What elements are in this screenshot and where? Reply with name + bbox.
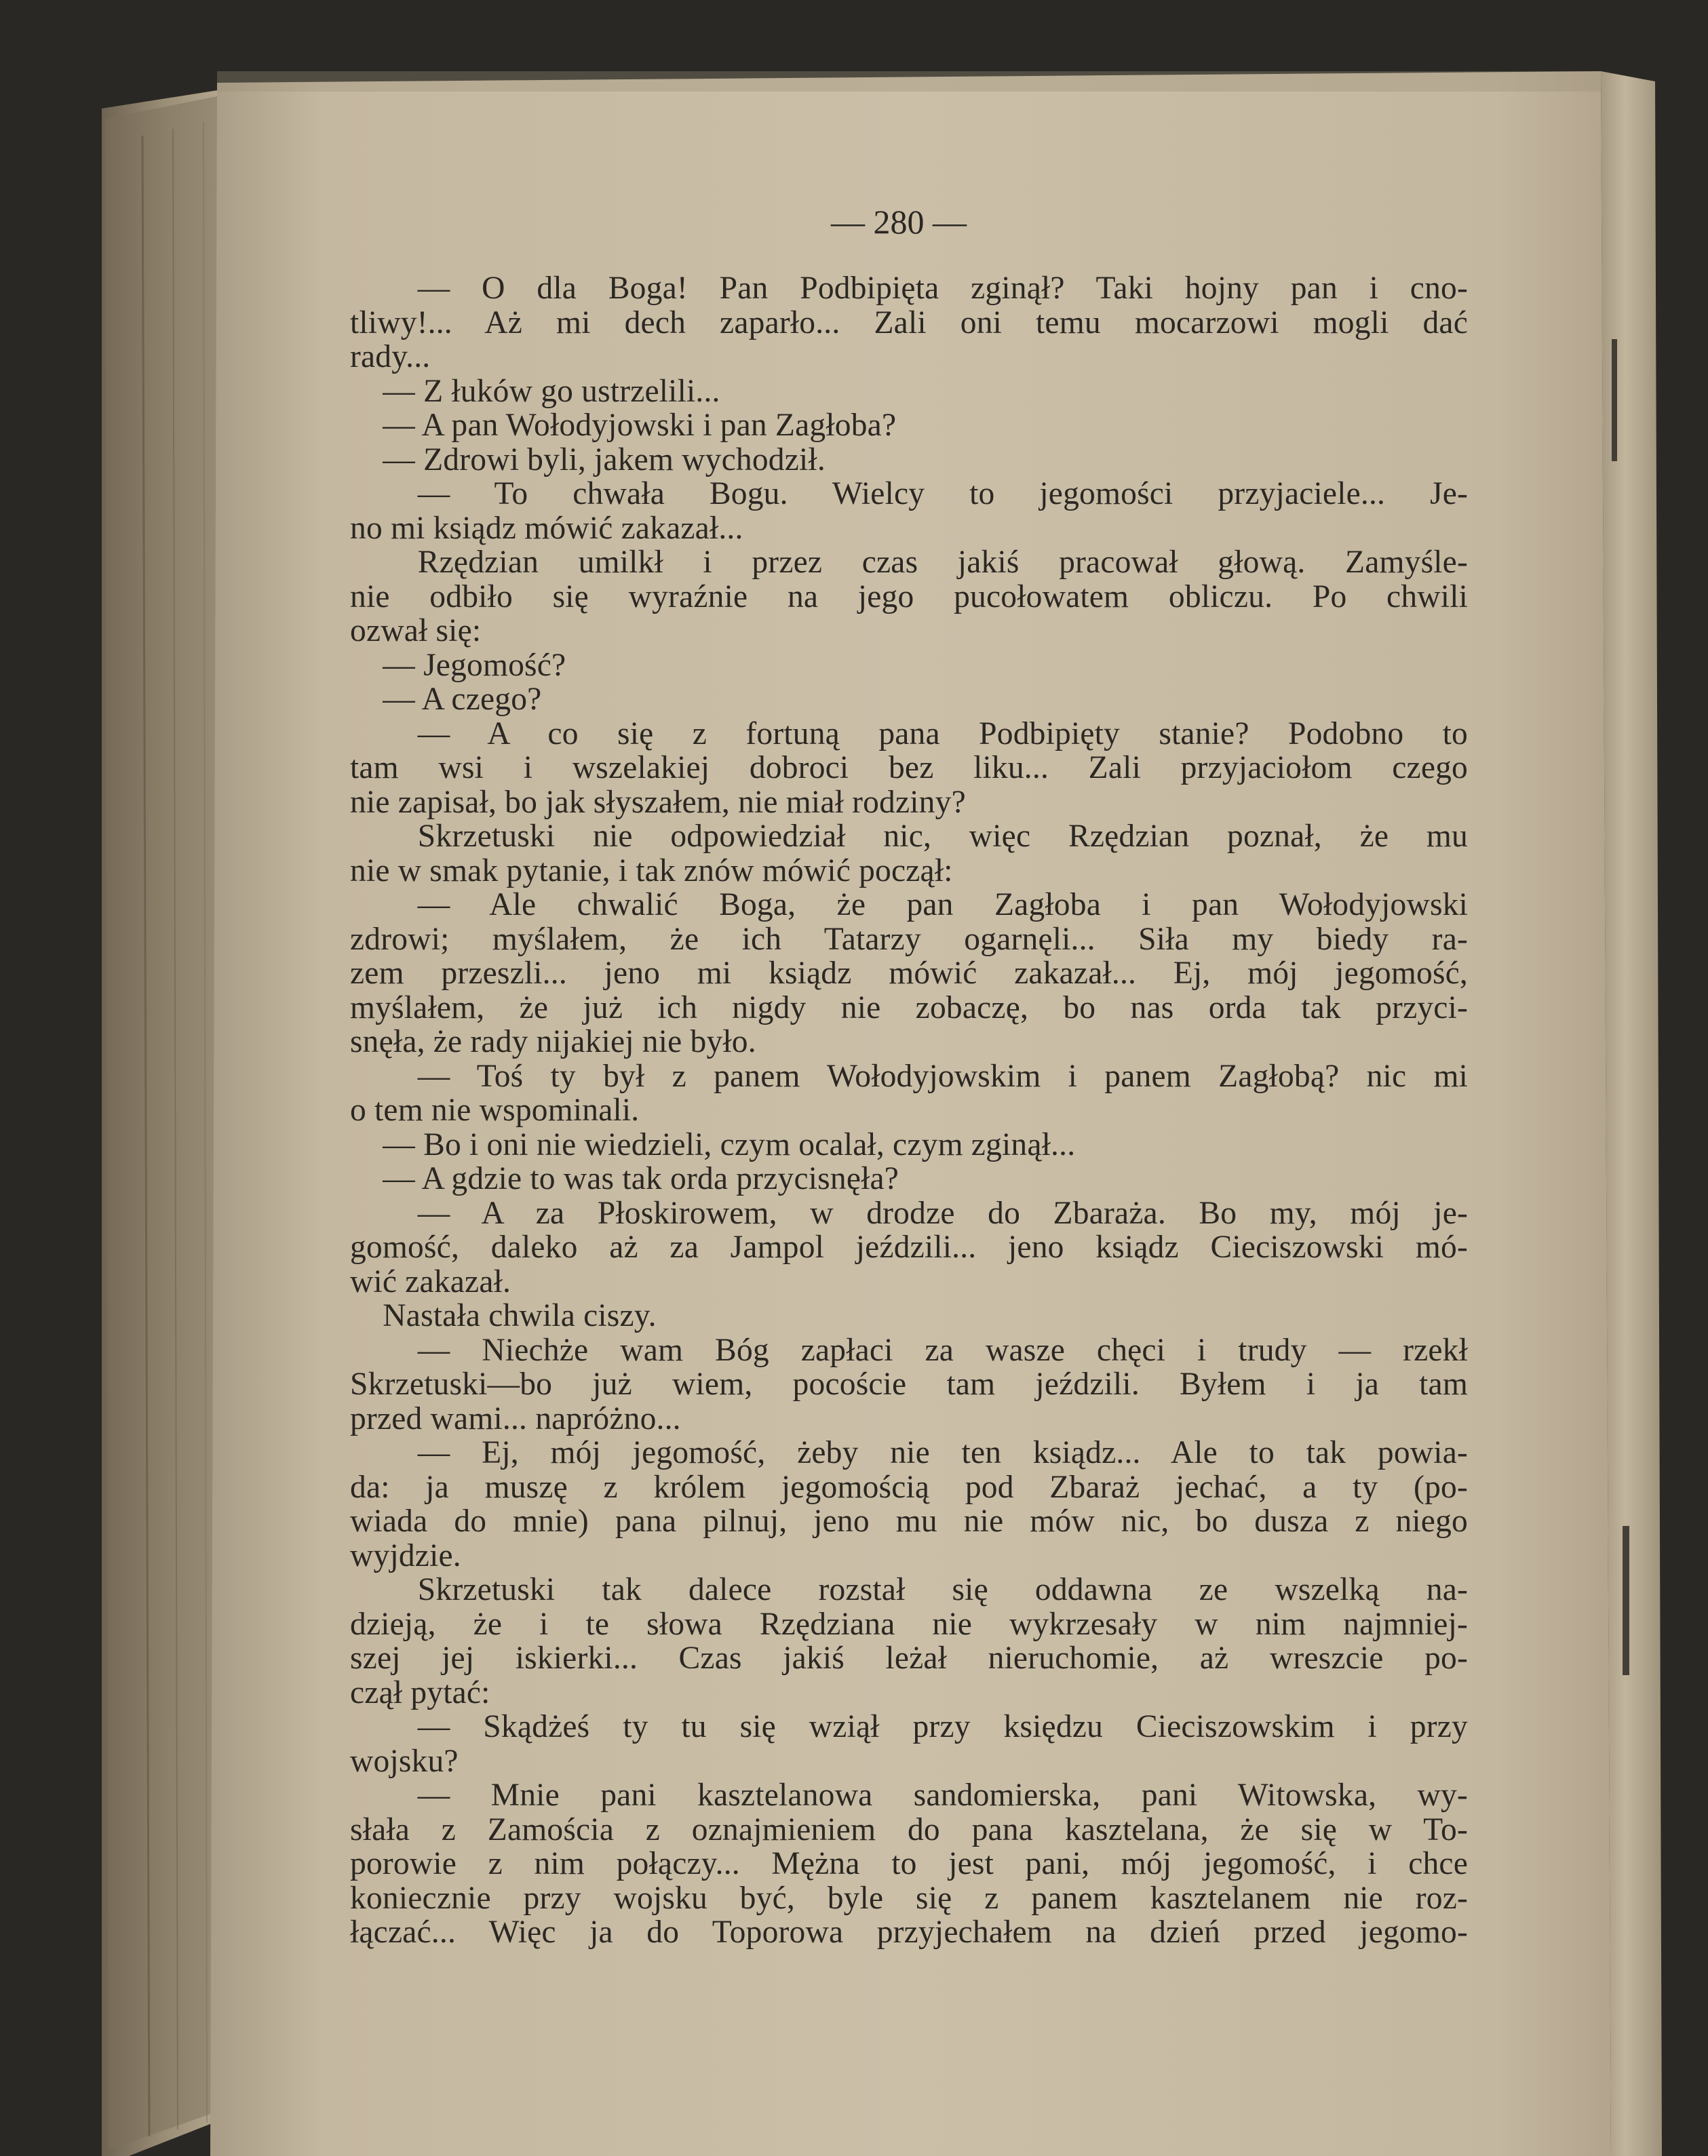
text-line: — Toś ty był z panem Wołodyjowskim i panem Zagłobą? nic mi xyxy=(417,1058,1468,1094)
text-line: rady... xyxy=(350,339,431,374)
text-line: słała z Zamościa z oznajmieniem do pana kasztelana, że się w To- xyxy=(350,1811,1468,1847)
text-line: — A czego? xyxy=(350,682,542,717)
text-line: — A pan Wołodyjowski i pan Zagłoba? xyxy=(350,408,897,443)
text-line: — Niechże wam Bóg zapłaci za wasze chęci i trudy — rzekł xyxy=(417,1332,1468,1368)
text-line: łączać... Więc ja do Toporowa przyjechałem na dzień przed jegomo- xyxy=(350,1915,1468,1950)
text-line: o tem nie wspominali. xyxy=(350,1093,640,1128)
text-line: dzieją, że i te słowa Rzędziana nie wykrzesały w nim najmniej- xyxy=(350,1606,1468,1642)
text-line: Skrzetuski—bo już wiem, pocoście tam jeździli. Byłem i ja tam xyxy=(350,1367,1468,1402)
text-line: zdrowi; myślałem, że ich Tatarzy ogarnęli... Siła my biedy ra- xyxy=(350,921,1468,957)
text-line: — Ale chwalić Boga, że pan Zagłoba i pan Wołodyjowski xyxy=(417,887,1468,922)
text-line: tliwy!... Aż mi dech zaparło... Zali oni temu mocarzowi mogli dać xyxy=(350,305,1468,340)
text-line: Skrzetuski tak dalece rozstał się oddawna ze wszelką na- xyxy=(417,1572,1468,1607)
text-line: wiada do mnie) pana pilnuj, jeno mu nie mów nic, bo dusza z niego xyxy=(350,1504,1468,1539)
text-line: czął pytać: xyxy=(350,1674,490,1710)
text-line: nie w smak pytanie, i tak znów mówić począł: xyxy=(350,852,953,888)
text-line: Nastała chwila ciszy. xyxy=(350,1298,657,1333)
text-line: — O dla Boga! Pan Podbipięta zginął? Taki hojny pan i cno- xyxy=(417,271,1468,306)
text-line: — Jegomość? xyxy=(350,647,566,683)
text-line: — A za Płoskirowem, w drodze do Zbaraża. Bo my, mój je- xyxy=(417,1195,1468,1231)
text-line: nie odbiło się wyraźnie na jego pucołowatem obliczu. Po chwili xyxy=(350,579,1468,614)
text-line: snęła, że rady nijakiej nie było. xyxy=(350,1024,756,1059)
text-line: — Bo i oni nie wiedzieli, czym ocalał, czym zginął... xyxy=(350,1126,1076,1162)
text-line: wojsku? xyxy=(350,1743,459,1779)
text-line: ozwał się: xyxy=(350,613,482,648)
text-line: nie zapisał, bo jak słyszałem, nie miał rodziny? xyxy=(350,784,966,820)
right-page-edge xyxy=(1601,71,1662,2156)
text-line: Rzędzian umilkł i przez czas jakiś pracował głową. Zamyśle- xyxy=(417,545,1468,580)
text-line: zem przeszli... jeno mi ksiądz mówić zakazał... Ej, mój jegomość, xyxy=(350,956,1468,991)
page-number: — 280 — xyxy=(831,203,967,241)
text-line: wić zakazał. xyxy=(350,1263,511,1299)
text-line: — To chwała Bogu. Wielcy to jegomości przyjaciele... Je- xyxy=(417,476,1468,511)
page-body-text xyxy=(350,271,1468,1950)
text-line: — Zdrowi byli, jakem wychodził. xyxy=(350,442,826,477)
text-line: tam wsi i wszelakiej dobroci bez liku... Zali przyjaciołom czego xyxy=(350,750,1468,785)
text-line: — Skądżeś ty tu się wziął przy księdzu Cieciszowskim i przy xyxy=(417,1709,1468,1744)
text-line: no mi ksiądz mówić zakazał... xyxy=(350,510,743,546)
text-line: — Mnie pani kasztelanowa sandomierska, pani Witowska, wy- xyxy=(417,1778,1468,1813)
text-line: Skrzetuski nie odpowiedział nic, więc Rzędzian poznał, że mu xyxy=(417,819,1468,854)
text-line: gomość, daleko aż za Jampol jeździli... jeno ksiądz Cieciszowski mó- xyxy=(350,1230,1468,1265)
text-line: wyjdzie. xyxy=(350,1537,461,1573)
text-line: — A co się z fortuną pana Podbipięty stanie? Podobno to xyxy=(417,716,1468,751)
text-line: — Z łuków go ustrzelili... xyxy=(350,373,720,409)
text-line: — A gdzie to was tak orda przycisnęła? xyxy=(350,1161,899,1196)
text-line: myślałem, że już ich nigdy nie zobaczę, bo nas orda tak przyci- xyxy=(350,989,1468,1025)
text-line: — Ej, mój jegomość, żeby nie ten ksiądz... Ale to tak powia- xyxy=(417,1435,1468,1470)
text-line: szej jej iskierki... Czas jakiś leżał nieruchomie, aż wreszcie po- xyxy=(350,1641,1468,1676)
text-line: przed wami... napróżno... xyxy=(350,1400,681,1436)
text-line: porowie z nim połączy... Mężna to jest pani, mój jegomość, i chce xyxy=(350,1846,1468,1881)
text-line: koniecznie przy wojsku być, byle się z panem kasztelanem nie roz- xyxy=(350,1880,1468,1916)
text-line: da: ja muszę z królem jegomością pod Zbaraż jechać, a ty (po- xyxy=(350,1469,1468,1505)
